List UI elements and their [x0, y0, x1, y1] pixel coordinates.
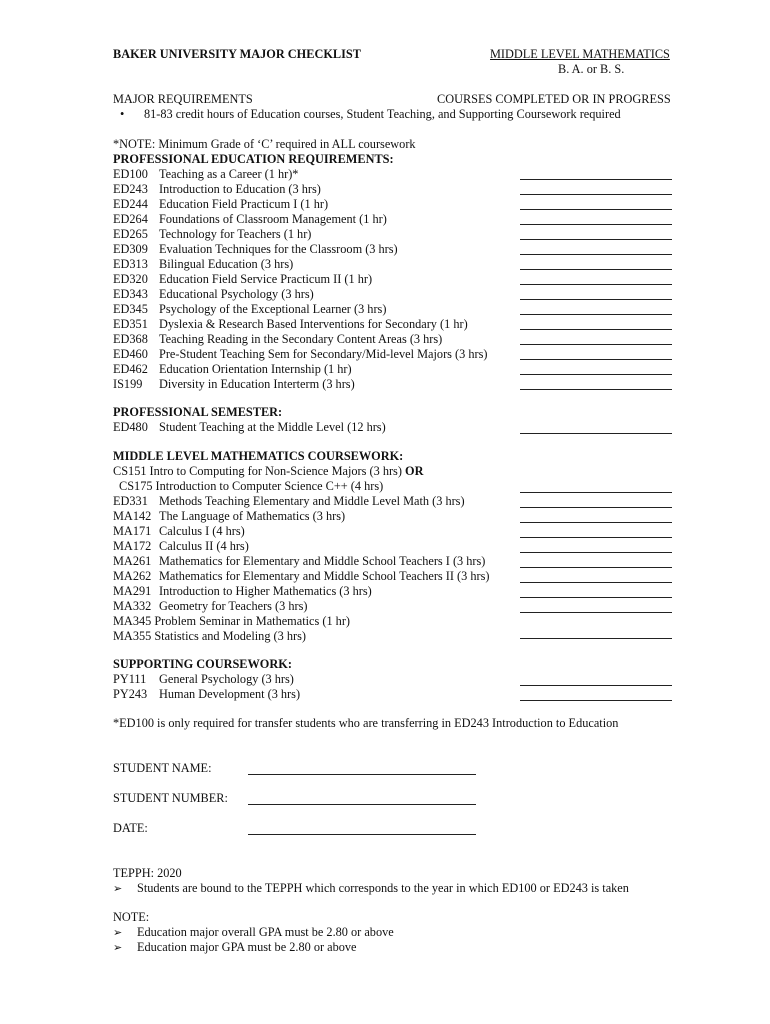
completion-blank[interactable]	[520, 209, 672, 210]
completion-blank[interactable]	[520, 374, 672, 375]
student-name-field[interactable]	[248, 774, 476, 775]
note-label: NOTE:	[113, 910, 150, 924]
course-row: ED343 Educational Psychology (3 hrs)	[113, 287, 314, 301]
course-row: MA291 Introduction to Higher Mathematics (3 hrs)	[113, 584, 372, 598]
course-row: ED331 Methods Teaching Elementary and Middle Level Math (3 hrs)	[113, 494, 465, 508]
course-row: PY111 General Psychology (3 hrs)	[113, 672, 294, 686]
course-row: ED480 Student Teaching at the Middle Level (12 hrs)	[113, 420, 386, 434]
completion-blank[interactable]	[520, 329, 672, 330]
course-row: IS199 Diversity in Education Interterm (3 hrs)	[113, 377, 355, 391]
or-label: OR	[405, 464, 424, 478]
supporting-coursework-section	[113, 657, 300, 702]
arrow-bullet-icon: ➢	[113, 926, 123, 939]
completion-blank[interactable]	[520, 269, 672, 270]
completion-blank[interactable]	[520, 537, 672, 538]
bullet-icon: •	[120, 107, 125, 121]
tepph-item: ➢ Students are bound to the TEPPH which corresponds to the year in which ED100 or ED243 is taken	[113, 881, 629, 895]
course-row: MA171 Calculus I (4 hrs)	[113, 524, 245, 538]
professional-education-section	[113, 152, 487, 392]
course-row: ED345 Psychology of the Exceptional Learner (3 hrs)	[113, 302, 387, 316]
professional-semester-section	[113, 405, 386, 435]
completion-blank[interactable]	[520, 314, 672, 315]
completion-blank[interactable]	[520, 685, 672, 686]
completion-blank[interactable]	[520, 359, 672, 360]
completion-blank[interactable]	[520, 700, 672, 701]
completion-blank[interactable]	[520, 389, 672, 390]
course-row: ED100 Teaching as a Career (1 hr)*	[113, 167, 299, 181]
min-grade-note: *NOTE: Minimum Grade of ‘C’ required in ALL coursework	[113, 137, 416, 151]
course-row: MA332 Geometry for Teachers (3 hrs)	[113, 599, 308, 613]
course-row: ED244 Education Field Practicum I (1 hr)	[113, 197, 329, 211]
completion-blank[interactable]	[520, 224, 672, 225]
course-row: MA262 Mathematics for Elementary and Middle School Teachers II (3 hrs)	[113, 569, 490, 583]
completion-blank[interactable]	[520, 284, 672, 285]
note-item: ➢ Education major overall GPA must be 2.80 or above	[113, 925, 394, 939]
completion-blank[interactable]	[520, 612, 672, 613]
course-row: CS151 Intro to Computing for Non-Science Majors (3 hrs) OR	[113, 464, 424, 478]
course-row: MA355 Statistics and Modeling (3 hrs)	[113, 629, 306, 643]
ed100-footnote: *ED100 is only required for transfer students who are transferring in ED243 Introduction to Education	[113, 716, 619, 730]
completion-blank[interactable]	[520, 239, 672, 240]
course-row: ED243 Introduction to Education (3 hrs)	[113, 182, 321, 196]
arrow-bullet-icon: ➢	[113, 882, 123, 895]
course-row: ED320 Education Field Service Practicum II (1 hr)	[113, 272, 373, 286]
course-row: ED265 Technology for Teachers (1 hr)	[113, 227, 312, 241]
completion-blank[interactable]	[520, 299, 672, 300]
document-title: BAKER UNIVERSITY MAJOR CHECKLIST	[113, 47, 361, 61]
completion-blank[interactable]	[520, 344, 672, 345]
credit-hours-text: 81-83 credit hours of Education courses, Student Teaching, and Supporting Coursework required	[144, 107, 621, 121]
course-row: MA142 The Language of Mathematics (3 hrs)	[113, 509, 346, 523]
tepph-label: TEPPH: 2020	[113, 866, 182, 880]
note-item: ➢ Education major GPA must be 2.80 or above	[113, 940, 357, 954]
completion-blank[interactable]	[520, 492, 672, 493]
completion-blank[interactable]	[520, 552, 672, 553]
student-number-label: STUDENT NUMBER:	[113, 791, 228, 805]
section-heading: MIDDLE LEVEL MATHEMATICS COURSEWORK:	[113, 449, 404, 463]
completion-blank[interactable]	[520, 507, 672, 508]
course-row: ED462 Education Orientation Internship (1 hr)	[113, 362, 352, 376]
completion-blank[interactable]	[520, 638, 672, 639]
course-row: MA172 Calculus II (4 hrs)	[113, 539, 249, 553]
course-row: ED460 Pre-Student Teaching Sem for Secondary/Mid-level Majors (3 hrs)	[113, 347, 488, 361]
credit-hours-bullet	[120, 107, 621, 122]
completion-blank[interactable]	[520, 433, 672, 434]
student-name-label: STUDENT NAME:	[113, 761, 212, 775]
program-title: MIDDLE LEVEL MATHEMATICS	[490, 47, 670, 61]
course-row: ED309 Evaluation Techniques for the Classroom (3 hrs)	[113, 242, 398, 256]
student-number-field[interactable]	[248, 804, 476, 805]
completion-blank[interactable]	[520, 179, 672, 180]
course-row: MA345 Problem Seminar in Mathematics (1 hr)	[113, 614, 351, 628]
section-heading: PROFESSIONAL EDUCATION REQUIREMENTS:	[113, 152, 394, 166]
course-row: MA261 Mathematics for Elementary and Middle School Teachers I (3 hrs)	[113, 554, 486, 568]
completion-blank[interactable]	[520, 254, 672, 255]
major-requirements-label: MAJOR REQUIREMENTS	[113, 92, 253, 106]
course-row: ED264 Foundations of Classroom Management (1 hr)	[113, 212, 387, 226]
courses-completed-label: COURSES COMPLETED OR IN PROGRESS	[437, 92, 671, 106]
math-coursework-section	[113, 449, 489, 644]
course-row: CS175 Introduction to Computer Science C++ (4 hrs)	[119, 479, 384, 493]
completion-blank[interactable]	[520, 194, 672, 195]
course-row: ED351 Dyslexia & Research Based Interventions for Secondary (1 hr)	[113, 317, 468, 331]
arrow-bullet-icon: ➢	[113, 941, 123, 954]
course-row: PY243 Human Development (3 hrs)	[113, 687, 301, 701]
section-heading: PROFESSIONAL SEMESTER:	[113, 405, 283, 419]
course-row: ED313 Bilingual Education (3 hrs)	[113, 257, 294, 271]
date-label: DATE:	[113, 821, 148, 835]
completion-blank[interactable]	[520, 567, 672, 568]
completion-blank[interactable]	[520, 582, 672, 583]
date-field[interactable]	[248, 834, 476, 835]
section-heading: SUPPORTING COURSEWORK:	[113, 657, 292, 671]
completion-blank[interactable]	[520, 597, 672, 598]
completion-blank[interactable]	[520, 522, 672, 523]
course-row: ED368 Teaching Reading in the Secondary Content Areas (3 hrs)	[113, 332, 443, 346]
degree-label: B. A. or B. S.	[558, 62, 625, 76]
